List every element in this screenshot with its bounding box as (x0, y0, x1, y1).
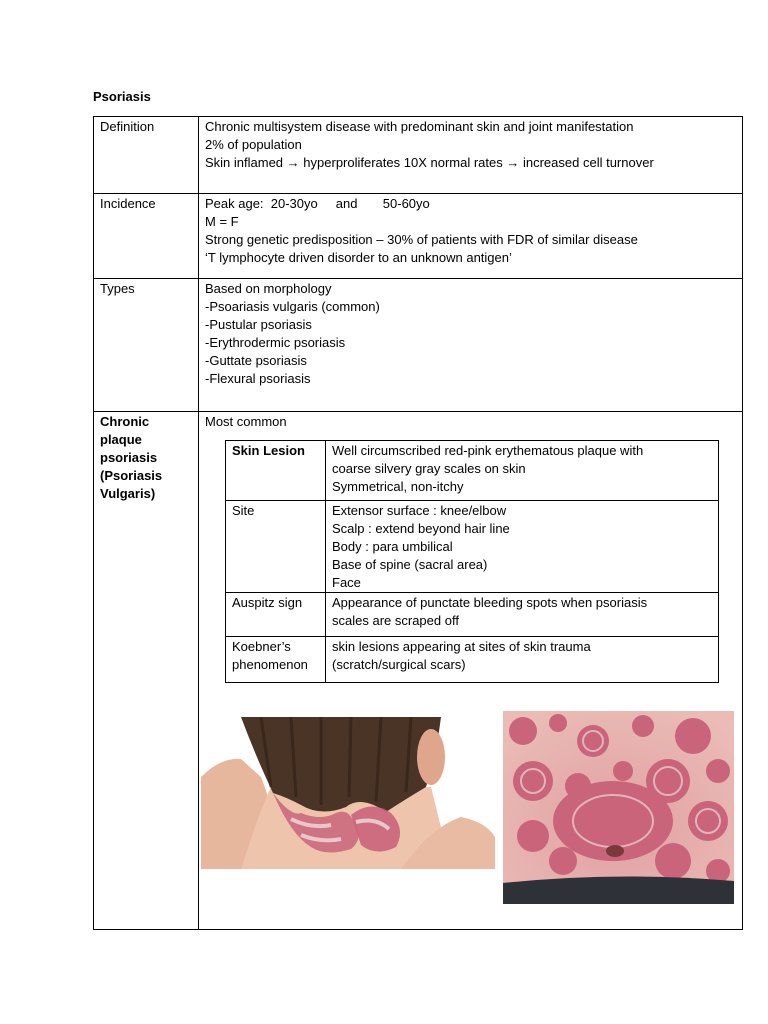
row-definition (94, 117, 743, 194)
chronic-plaque-details-table (225, 440, 719, 683)
types-item: -Flexural psoriasis (205, 371, 311, 386)
types-label: Types (94, 279, 199, 412)
chronic-plaque-content (199, 412, 743, 930)
incidence-line-4: ‘T lymphocyte driven disorder to an unknown antigen’ (205, 250, 512, 265)
incidence-label: Incidence (94, 194, 199, 279)
arrow-icon: → (506, 155, 520, 170)
skin-lesion-content (326, 441, 719, 501)
types-item: -Erythrodermic psoriasis (205, 335, 346, 350)
skin-lesion-label: Skin Lesion (226, 441, 326, 501)
auspitz-content (326, 593, 719, 637)
site-label: Site (226, 501, 326, 593)
photos-area (205, 695, 736, 921)
definition-line-2: 2% of population (205, 137, 302, 152)
chronic-intro: Most common (205, 414, 287, 429)
types-content (199, 279, 743, 412)
psoriasis-table (93, 116, 743, 930)
koebner-line: skin lesions appearing at sites of skin trauma (332, 639, 591, 654)
chronic-plaque-label (94, 412, 199, 930)
definition-content (199, 117, 743, 194)
site-line: Base of spine (sacral area) (332, 557, 488, 572)
scalp-psoriasis-photo (201, 717, 495, 869)
auspitz-label: Auspitz sign (226, 593, 326, 637)
chronic-label-line: psoriasis (100, 450, 158, 465)
definition-label: Definition (94, 117, 199, 194)
definition-line-3a: Skin inflamed (205, 155, 284, 170)
row-chronic-plaque (94, 412, 743, 930)
inner-row-auspitz (226, 593, 719, 637)
row-types (94, 279, 743, 412)
site-line: Body : para umbilical (332, 539, 453, 554)
inner-row-koebner (226, 637, 719, 683)
definition-line-3 (205, 154, 736, 172)
definition-line-3c: increased cell turnover (522, 155, 654, 170)
types-item: -Pustular psoriasis (205, 317, 312, 332)
skin-lesion-line: Well circumscribed red-pink erythematous plaque with (332, 443, 644, 458)
types-item: -Guttate psoriasis (205, 353, 307, 368)
koebner-label (226, 637, 326, 683)
inner-row-site (226, 501, 719, 593)
chronic-label-line: Vulgaris) (100, 486, 156, 501)
site-line: Scalp : extend beyond hair line (332, 521, 510, 536)
auspitz-line: Appearance of punctate bleeding spots when psoriasis (332, 595, 648, 610)
incidence-line-1: Peak age: 20-30yo and 50-60yo (205, 196, 430, 211)
site-line: Face (332, 575, 361, 590)
site-line: Extensor surface : knee/elbow (332, 503, 507, 518)
incidence-line-3: Strong genetic predisposition – 30% of patients with FDR of similar disease (205, 232, 638, 247)
chronic-label-line: plaque (100, 432, 142, 447)
site-content (326, 501, 719, 593)
auspitz-line: scales are scraped off (332, 613, 459, 628)
koebner-label-line: phenomenon (232, 657, 308, 672)
definition-line-3b: hyperproliferates 10X normal rates (303, 155, 503, 170)
koebner-label-line: Koebner’s (232, 639, 291, 654)
abdomen-psoriasis-photo (503, 711, 734, 904)
chronic-label-line: Chronic (100, 414, 150, 429)
page-title: Psoriasis (93, 89, 151, 104)
incidence-line-2: M = F (205, 214, 239, 229)
inner-row-skin-lesion (226, 441, 719, 501)
types-item: Based on morphology (205, 281, 332, 296)
definition-line-1: Chronic multisystem disease with predominant skin and joint manifestation (205, 119, 634, 134)
koebner-content (326, 637, 719, 683)
incidence-content (199, 194, 743, 279)
types-item: -Psoariasis vulgaris (common) (205, 299, 380, 314)
skin-lesion-line: coarse silvery gray scales on skin (332, 461, 526, 476)
chronic-label-line: (Psoriasis (100, 468, 163, 483)
row-incidence (94, 194, 743, 279)
koebner-line: (scratch/surgical scars) (332, 657, 466, 672)
skin-lesion-line: Symmetrical, non-itchy (332, 479, 464, 494)
arrow-icon: → (286, 155, 300, 170)
